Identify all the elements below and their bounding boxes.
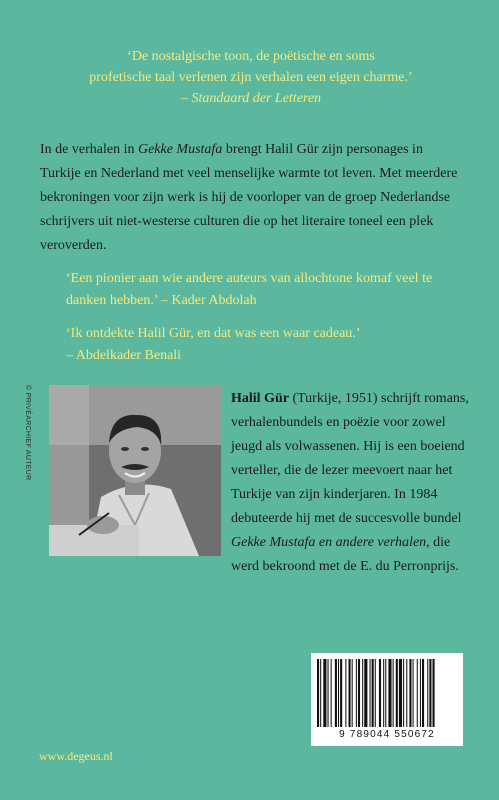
barcode-bar	[340, 659, 342, 727]
barcode-bar	[375, 659, 376, 727]
quote-line-1: ‘De nostalgische toon, de poëtische en soms	[127, 49, 375, 64]
barcode-bar	[383, 659, 384, 727]
press-quote-standaard	[40, 46, 462, 109]
barcode-bar	[352, 659, 353, 727]
blurb-text-1: In de verhalen in	[40, 142, 138, 157]
author-photo-illustration	[49, 385, 221, 556]
bio-text-2: , die werd bekroond met de E. du Perronprijs.	[231, 535, 459, 574]
blurb-text-2: brengt Halil Gür zijn personages in Turkije en Nederland met veel menselijke warmte tot leven. Met meerdere bekroningen voor zijn werk is hij de voorloper van de groep Nederlandse schrijvers uit niet-westerse culturen die op het literaire toneel een plek veroverden.	[40, 142, 458, 253]
barcode-bar	[320, 659, 321, 727]
bio-book-title: Gekke Mustafa en andere verhalen	[231, 535, 427, 550]
barcode-bar	[417, 659, 418, 727]
quote-line-2: profetische taal verlenen zijn verhalen een eigen charme.’	[89, 70, 413, 85]
barcode-bar	[372, 659, 374, 727]
quote-text: ‘Ik ontdekte Halil Gür, en dat was een waar cadeau.’	[66, 326, 361, 341]
publisher-website: www.degeus.nl	[39, 749, 113, 763]
quote-source: – Standaard der Letteren	[180, 91, 322, 106]
barcode-bar	[364, 659, 367, 727]
photo-credit: © PRIVÉARCHIEF AUTEUR	[24, 385, 31, 481]
author-photo	[49, 385, 221, 556]
barcode-bar	[396, 659, 398, 727]
isbn-number: 9 789044 550672	[339, 729, 435, 740]
barcode-bar	[393, 659, 394, 727]
barcode-bar	[370, 659, 371, 727]
barcode-bar	[358, 659, 360, 727]
barcode-bar	[362, 659, 363, 727]
barcode-bar	[406, 659, 407, 727]
barcode-bar	[388, 659, 391, 727]
barcode-bar	[399, 659, 402, 727]
barcode-bar	[328, 659, 329, 727]
barcode-bar	[335, 659, 337, 727]
barcode-bar	[331, 659, 332, 727]
barcode-bar	[345, 659, 346, 727]
blurb-book-title: Gekke Mustafa	[137, 142, 223, 157]
barcode-bars	[315, 659, 459, 729]
barcode-bar	[403, 659, 404, 727]
barcode-bar	[422, 659, 424, 727]
barcode-bar	[427, 659, 428, 727]
press-quote-abdolah	[66, 268, 476, 312]
barcode-bar	[409, 659, 411, 727]
barcode-bar	[429, 659, 431, 727]
barcode-bar	[379, 659, 381, 727]
quote-text: ‘Een pionier aan wie andere auteurs van allochtone komaf veel te danken hebben.’ – Kader Abdolah	[66, 271, 433, 308]
barcode-bar	[323, 659, 326, 727]
barcode-bar	[349, 659, 351, 727]
book-blurb	[40, 138, 466, 258]
barcode	[311, 653, 463, 746]
barcode-bar	[338, 659, 339, 727]
press-quote-benali	[66, 323, 476, 367]
barcode-bar	[356, 659, 357, 727]
quote-source: – Abdelkader Benali	[66, 348, 182, 363]
barcode-bar	[433, 659, 435, 727]
barcode-bar	[385, 659, 386, 727]
barcode-bar	[317, 659, 319, 727]
barcode-bar	[413, 659, 414, 727]
author-bio	[231, 387, 471, 579]
barcode-bar	[420, 659, 421, 727]
bio-text-1: (Turkije, 1951) schrijft romans, verhalenbundels en poëzie voor zowel jeugd als volwassenen. Hij is een boeiend verteller, die de lezer meevoert naar het Turkije van zijn kinderjaren. In 1984 debuteerde hij met de succesvolle bundel	[231, 391, 469, 526]
author-name: Halil Gür	[231, 391, 289, 406]
